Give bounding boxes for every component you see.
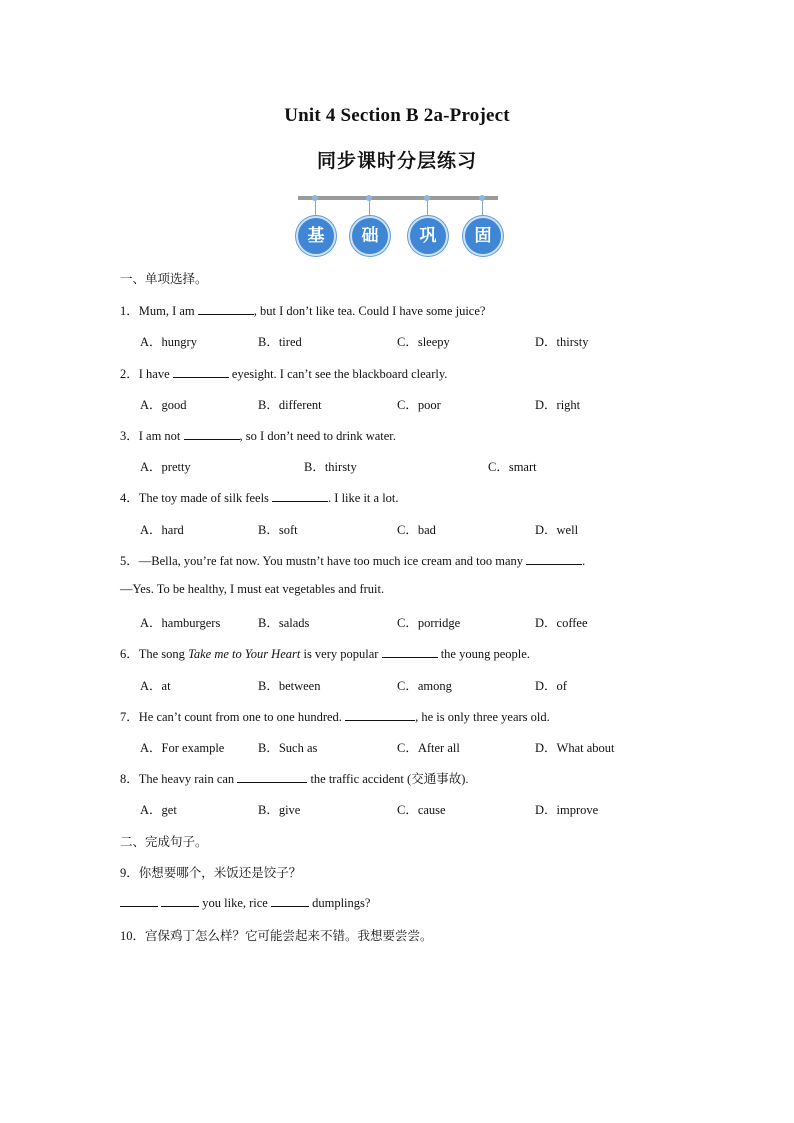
section-heading: 一、单项选择。	[120, 272, 208, 286]
badge-stem	[427, 198, 428, 218]
question-stem: 6．The song Take me to Your Heart is very popular the young people.	[120, 647, 530, 661]
sentence-answer-line: you like, rice dumplings?	[120, 894, 370, 911]
option-b: B．tired	[258, 335, 302, 349]
answer-blank	[237, 770, 307, 783]
question-stem: 5．—Bella, you’re fat now. You mustn’t have too much ice cream and too many .	[120, 554, 586, 568]
option-d: D．thirsty	[535, 335, 589, 349]
option-d: D．right	[535, 398, 581, 412]
badge-circle: 固	[463, 216, 503, 256]
option-c: C．cause	[397, 803, 446, 817]
question-stem: 7．He can’t count from one to one hundred. , he is only three years old.	[120, 710, 550, 724]
answer-blank	[345, 708, 415, 721]
option-c: C．porridge	[397, 616, 461, 630]
option-d: D．of	[535, 679, 567, 693]
option-a: A．hard	[140, 523, 184, 537]
sentence-prompt: 10．宫保鸡丁怎么样？它可能尝起来不错。我想要尝尝。	[120, 929, 433, 943]
question-stem: 2．I have eyesight. I can’t see the blackboard clearly.	[120, 367, 448, 381]
option-c: C．smart	[488, 460, 537, 474]
option-b: B．thirsty	[304, 460, 357, 474]
question-stem: 3．I am not , so I don’t need to drink water.	[120, 429, 396, 443]
answer-blank	[173, 365, 229, 378]
option-d: D．coffee	[535, 616, 588, 630]
answer-blank	[198, 302, 254, 315]
option-a: A．get	[140, 803, 177, 817]
badge-bar	[298, 196, 498, 200]
option-b: B．Such as	[258, 741, 318, 755]
badge-dot	[312, 195, 318, 201]
badge-stem	[482, 198, 483, 218]
option-c: C．poor	[397, 398, 441, 412]
song-title: Take me to Your Heart	[188, 647, 301, 661]
badge-dot	[479, 195, 485, 201]
option-b: B．give	[258, 803, 301, 817]
option-a: A．good	[140, 398, 187, 412]
option-b: B．salads	[258, 616, 310, 630]
badge-stem	[315, 198, 316, 218]
answer-blank	[161, 894, 199, 907]
section-heading: 二、完成句子。	[120, 835, 208, 849]
option-a: A．pretty	[140, 460, 191, 474]
answer-blank	[272, 489, 328, 502]
option-c: C．sleepy	[397, 335, 450, 349]
question-stem: 1．Mum, I am , but I don’t like tea. Could I have some juice?	[120, 304, 486, 318]
option-a: A．at	[140, 679, 171, 693]
page-subtitle: 同步课时分层练习	[316, 151, 477, 172]
option-a: A．hamburgers	[140, 616, 221, 630]
option-a: A．hungry	[140, 335, 197, 349]
badge-dot	[366, 195, 372, 201]
answer-blank	[120, 894, 158, 907]
option-c: C．After all	[397, 741, 460, 755]
badge-dot	[424, 195, 430, 201]
option-b: B．soft	[258, 523, 298, 537]
option-d: D．improve	[535, 803, 599, 817]
option-c: C．among	[397, 679, 452, 693]
question-stem: 4．The toy made of silk feels . I like it a lot.	[120, 491, 399, 505]
option-d: D．What about	[535, 741, 615, 755]
option-b: B．different	[258, 398, 322, 412]
sentence-prompt: 9．你想要哪个，米饭还是饺子？	[120, 866, 302, 880]
answer-blank	[526, 552, 582, 565]
question-stem: 8．The heavy rain can the traffic accident (交通事故).	[120, 772, 469, 786]
option-a: A．For example	[140, 741, 225, 755]
option-c: C．bad	[397, 523, 436, 537]
badge-stem	[369, 198, 370, 218]
answer-blank	[184, 427, 240, 440]
question-reply: —Yes. To be healthy, I must eat vegetables and fruit.	[120, 582, 385, 596]
option-b: B．between	[258, 679, 321, 693]
badge-circle: 础	[350, 216, 390, 256]
answer-blank	[271, 894, 309, 907]
badge-circle: 巩	[408, 216, 448, 256]
badge-circle: 基	[296, 216, 336, 256]
option-d: D．well	[535, 523, 579, 537]
page-title: Unit 4 Section B 2a-Project	[284, 105, 510, 126]
answer-blank	[382, 645, 438, 658]
